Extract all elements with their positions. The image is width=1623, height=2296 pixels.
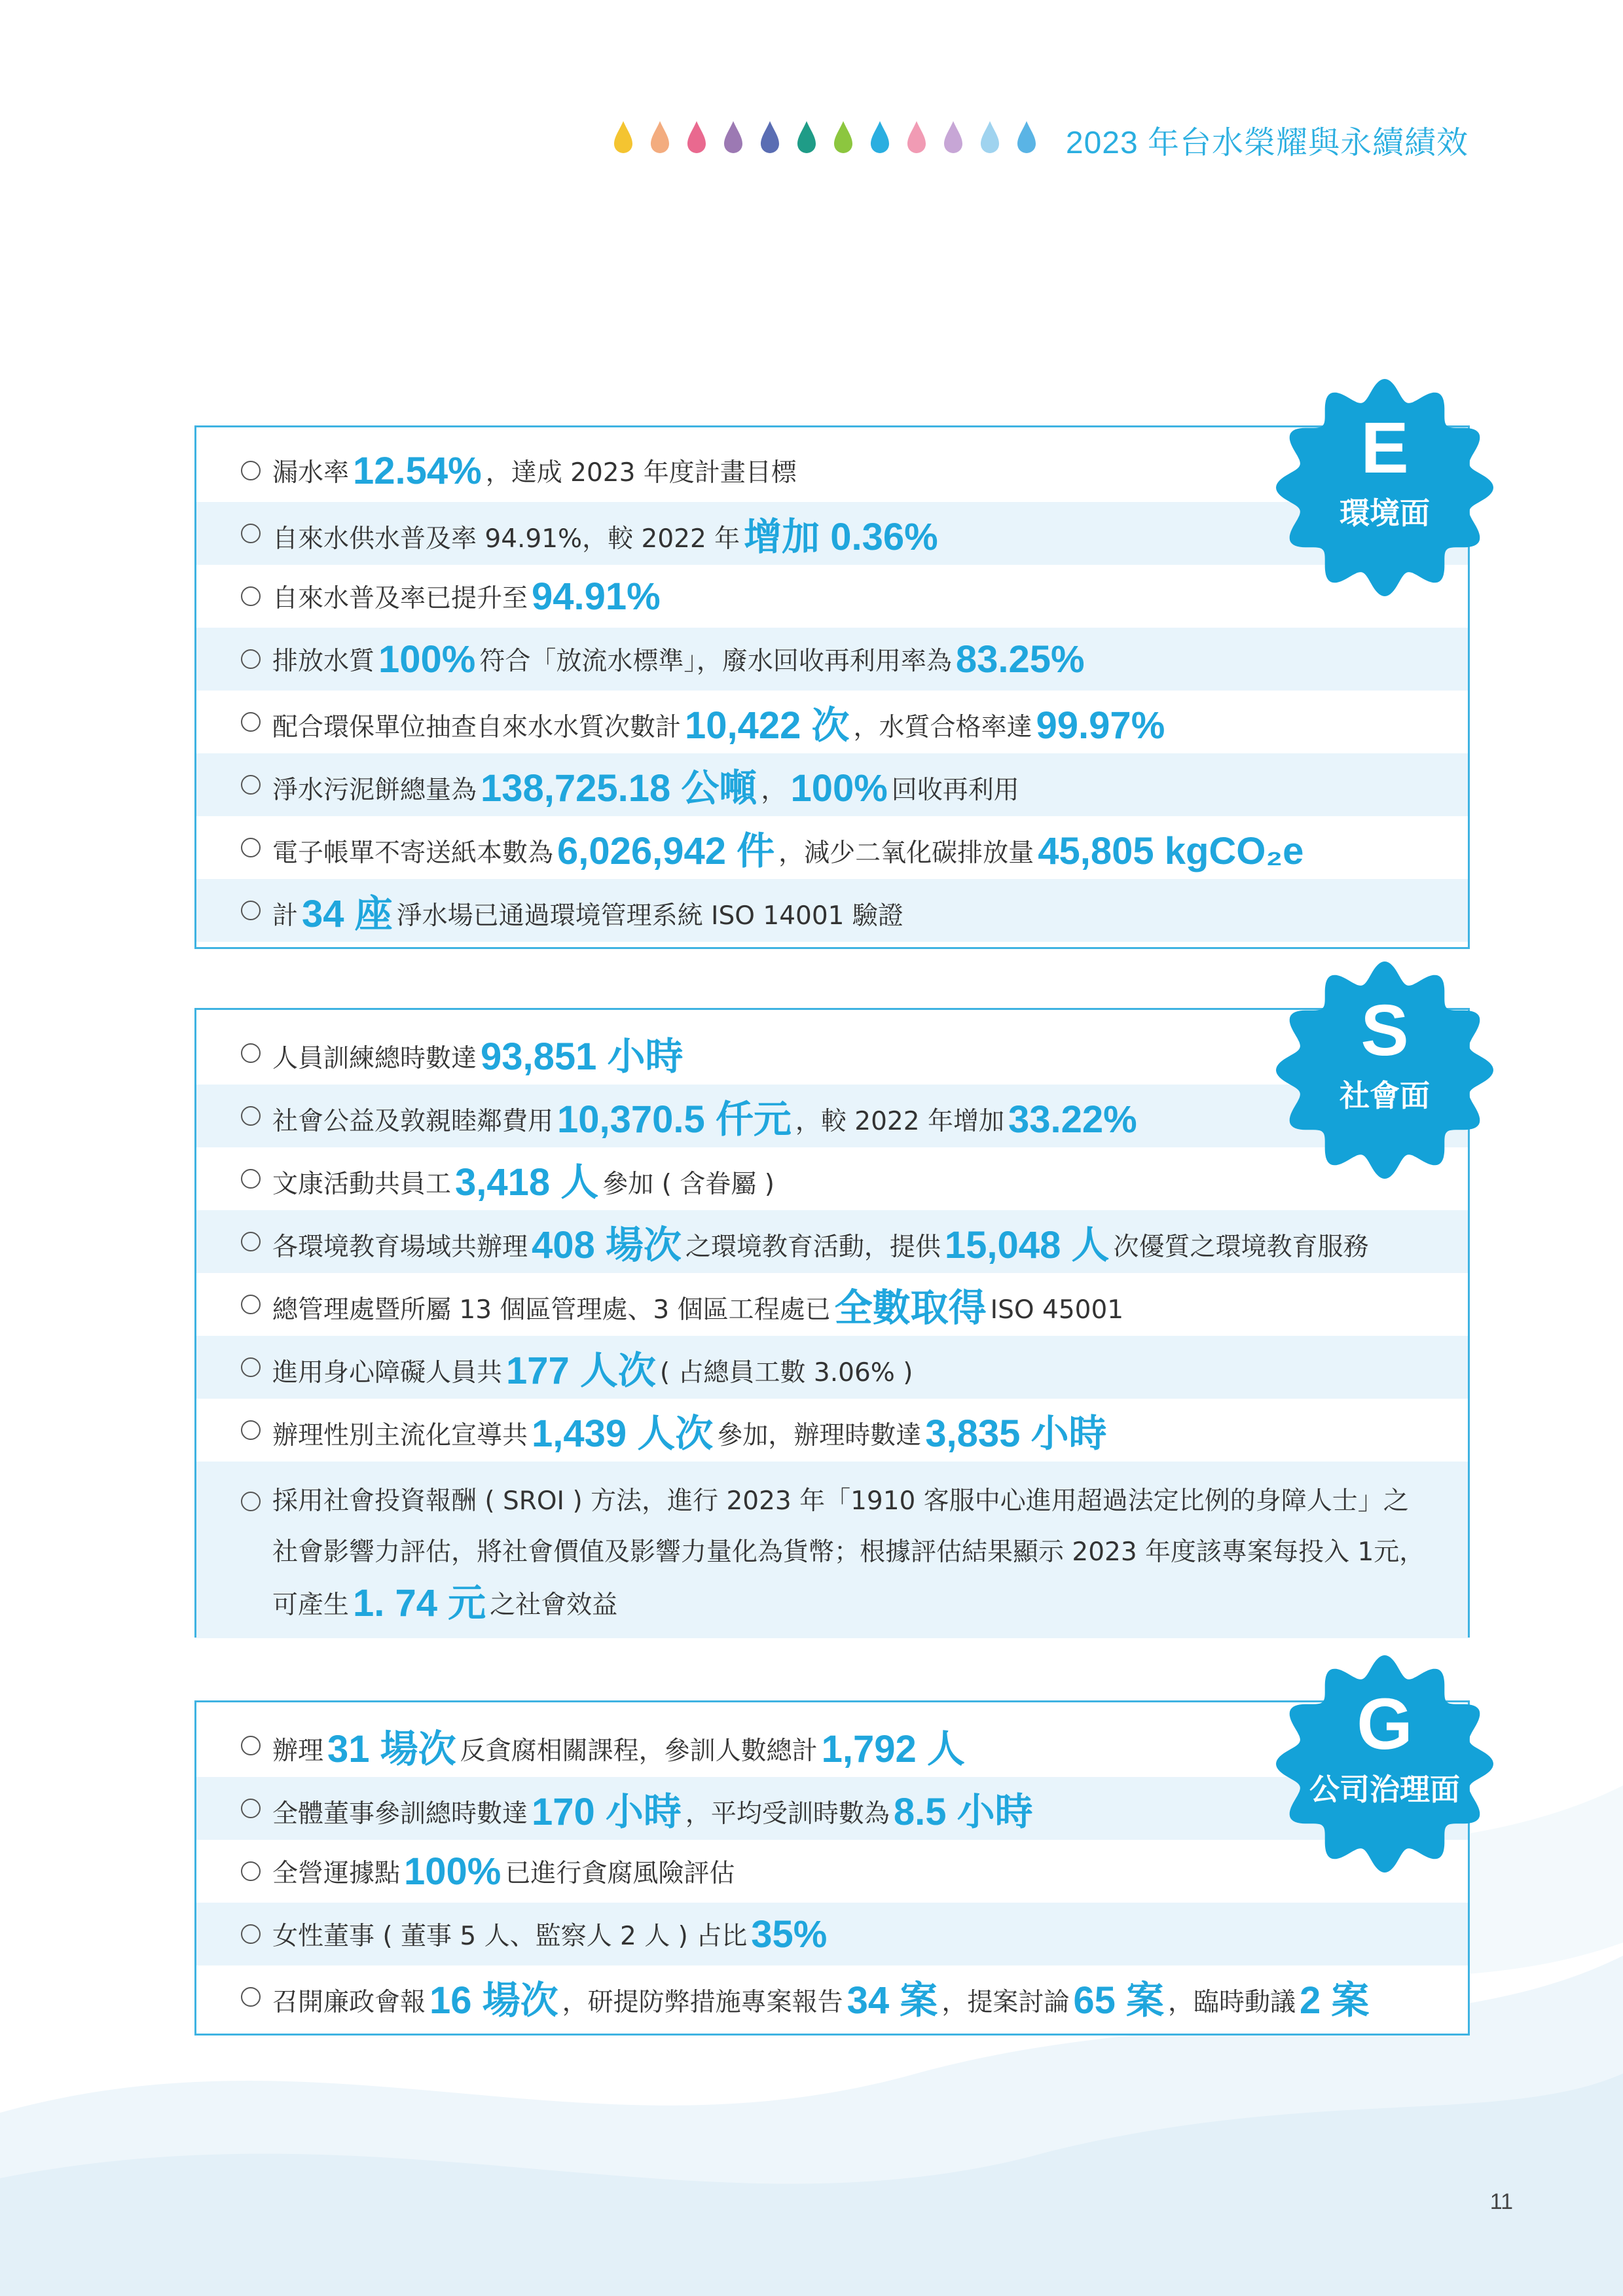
item-text-segment: 參加 ( 含眷屬 ): [602, 1170, 775, 1199]
item-text: [272, 1969, 1373, 2024]
circle-bullet-icon: [241, 1357, 261, 1377]
item-text: [272, 1088, 1141, 1143]
item-text-segment: 漏水率: [272, 457, 350, 488]
item-text-segment: ( 占總員工數 3.06% ): [659, 1358, 913, 1388]
item-text: [272, 1476, 1429, 1631]
list-item: [196, 691, 1468, 753]
circle-bullet-icon: [241, 775, 261, 795]
badge-label: 環境面: [1340, 495, 1430, 531]
item-text-segment: 人員訓練總時數達: [272, 1044, 477, 1073]
item-text: [272, 1277, 1123, 1332]
highlight-value: 35%: [751, 1912, 828, 1956]
badge-letter: G: [1357, 1684, 1413, 1765]
item-text-segment: ，: [761, 776, 787, 805]
drop-icon: [685, 120, 708, 155]
color-drops-decoration: [612, 120, 1052, 159]
item-text-segment: 回收再利用: [891, 776, 1019, 805]
item-text-segment: 自來水普及率已提升至: [272, 583, 528, 613]
highlight-value: 65 案: [1073, 1979, 1164, 2022]
item-text: [272, 1912, 831, 1956]
page-header: [0, 115, 1623, 167]
item-text-segment: ，臨時動議: [1167, 1988, 1296, 2017]
item-text-segment: 反貪腐相關課程，參訓人數總計: [460, 1736, 818, 1766]
circle-bullet-icon: [241, 461, 261, 480]
page-number: 11: [1489, 2189, 1513, 2214]
item-text: [272, 694, 1169, 749]
item-text-segment: 自來水供水普及率 94.91%，較 2022 年: [272, 524, 740, 554]
item-text-segment: 總管理處暨所屬 13 個區管理處、3 個區工程處已: [272, 1295, 831, 1325]
badge-governance: [1270, 1649, 1499, 1878]
item-text: [272, 1214, 1368, 1269]
list-item: [196, 879, 1468, 942]
drop-icon: [905, 120, 928, 155]
item-text-segment: 排放水質: [272, 646, 375, 676]
header-title: 2023 年台水榮耀與永續績效: [1065, 126, 1468, 160]
list-item: [196, 1336, 1468, 1399]
item-text-segment: 淨水場已通過環境管理系統 ISO 14001 驗證: [396, 901, 903, 931]
item-text: [272, 575, 665, 619]
circle-bullet-icon: [241, 1043, 261, 1063]
list-item: [196, 816, 1468, 879]
badge-letter: E: [1360, 408, 1409, 488]
item-text-segment: 全體董事參訓總時數達: [272, 1799, 528, 1829]
highlight-value: 10,422 次: [685, 704, 850, 747]
highlight-value: 1,439 人次: [532, 1412, 714, 1455]
highlight-value: 138,725.18 公噸: [481, 767, 757, 810]
item-text: [272, 1026, 687, 1081]
highlight-value: 93,851 小時: [481, 1035, 684, 1078]
highlight-value: 45,805 kgCO₂e: [1038, 830, 1304, 872]
highlight-value: 31 場次: [327, 1728, 456, 1770]
circle-bullet-icon: [241, 1987, 261, 2007]
item-text-segment: 文康活動共員工: [272, 1170, 452, 1199]
item-text: [272, 883, 903, 938]
circle-bullet-icon: [241, 1861, 261, 1881]
item-text-segment: 女性董事 ( 董事 5 人、監察人 2 人 ) 占比: [272, 1921, 748, 1951]
item-text: [272, 506, 942, 561]
list-item: [196, 1462, 1468, 1638]
item-text-segment: 採用社會投資報酬 ( SROI ) 方法，進行 2023 年「1910 客服中心進用超過法定比例的身障人士」之社會影響力評估，將社會價值及影響力量化為貨幣；根據評估結果顯示 2023 年度該專案每投入 1元，可產生: [272, 1486, 1425, 1620]
highlight-value: 3,835 小時: [925, 1412, 1107, 1455]
item-text: [272, 637, 1089, 681]
circle-bullet-icon: [241, 1106, 261, 1126]
item-text: [272, 449, 797, 493]
item-text-segment: ，水質合格率達: [853, 713, 1032, 742]
circle-bullet-icon: [241, 712, 261, 732]
highlight-value: 34 案: [847, 1979, 938, 2022]
item-text-segment: 參加，辦理時數達: [717, 1421, 922, 1450]
item-text-segment: 次優質之環境教育服務: [1113, 1232, 1369, 1262]
item-text-segment: ，減少二氧化碳排放量: [778, 838, 1034, 868]
circle-bullet-icon: [241, 1799, 261, 1818]
item-text-segment: 辦理: [272, 1736, 324, 1766]
highlight-value: 2 案: [1299, 1979, 1370, 2022]
highlight-value: 3,418 人: [455, 1161, 599, 1204]
item-text-segment: ISO 45001: [990, 1295, 1124, 1325]
highlight-value: 33.22%: [1008, 1098, 1137, 1141]
highlight-value: 83.25%: [955, 637, 1085, 681]
highlight-value: 100%: [404, 1850, 501, 1893]
list-item: [196, 1903, 1468, 1965]
drop-icon: [1015, 120, 1038, 155]
highlight-value: 8.5 小時: [893, 1791, 1033, 1833]
circle-bullet-icon: [241, 1420, 261, 1440]
item-text-segment: 配合環保單位抽查自來水水質次數計: [272, 713, 682, 742]
highlight-value: 1. 74 元: [353, 1582, 486, 1624]
circle-bullet-icon: [241, 1295, 261, 1314]
item-text-segment: ，平均受訓時數為: [685, 1799, 890, 1829]
circle-bullet-icon: [241, 1492, 261, 1511]
list-item: [196, 1399, 1468, 1462]
drop-icon: [942, 120, 964, 155]
highlight-value: 全數取得: [834, 1287, 987, 1329]
circle-bullet-icon: [241, 1736, 261, 1755]
item-text: [272, 820, 1307, 875]
item-text-segment: 召開廉政會報: [272, 1988, 426, 2017]
item-text: [272, 757, 1019, 812]
item-text: [272, 1403, 1111, 1458]
item-text-segment: 淨水污泥餅總量為: [272, 776, 477, 805]
item-text-segment: 符合「放流水標準」，廢水回收再利用率為: [479, 646, 952, 676]
item-text-segment: 已進行貪腐風險評估: [505, 1858, 735, 1888]
highlight-value: 408 場次: [532, 1224, 682, 1266]
badge-social: [1270, 956, 1499, 1185]
item-text-segment: 之社會效益: [490, 1590, 618, 1620]
circle-bullet-icon: [241, 649, 261, 669]
circle-bullet-icon: [241, 838, 261, 857]
highlight-value: 100%: [790, 767, 888, 810]
drop-icon: [612, 120, 634, 155]
circle-bullet-icon: [241, 1924, 261, 1944]
item-text-segment: 進用身心障礙人員共: [272, 1358, 503, 1388]
badge-label: 公司治理面: [1309, 1772, 1460, 1807]
circle-bullet-icon: [241, 1232, 261, 1251]
drop-icon: [869, 120, 891, 155]
highlight-value: 增加 0.36%: [744, 516, 938, 558]
item-text-segment: 之環境教育活動，提供: [685, 1232, 941, 1262]
highlight-value: 1,792 人: [821, 1728, 965, 1770]
item-text-segment: 計: [272, 901, 299, 931]
item-text: [272, 1340, 913, 1395]
badge-environment: [1270, 373, 1499, 602]
highlight-value: 10,370.5 仟元: [557, 1098, 792, 1141]
highlight-value: 177 人次: [506, 1350, 656, 1392]
circle-bullet-icon: [241, 586, 261, 606]
drop-icon: [832, 120, 854, 155]
drop-icon: [979, 120, 1001, 155]
item-text: [272, 1781, 1037, 1836]
item-text-segment: ，研提防弊措施專案報告: [562, 1988, 843, 2017]
list-item: [196, 753, 1468, 816]
highlight-value: 94.91%: [532, 575, 661, 618]
item-text: [272, 1718, 969, 1773]
circle-bullet-icon: [241, 524, 261, 543]
badge-letter: S: [1360, 990, 1409, 1071]
item-text-segment: ，達成 2023 年度計畫目標: [485, 457, 797, 488]
item-text-segment: 辦理性別主流化宣導共: [272, 1421, 528, 1450]
item-text-segment: 全營運據點: [272, 1858, 401, 1888]
highlight-value: 34 座: [302, 893, 393, 935]
item-text-segment: 社會公益及敦親睦鄰費用: [272, 1107, 554, 1136]
list-item: [196, 628, 1468, 691]
highlight-value: 6,026,942 件: [557, 830, 775, 872]
drop-icon: [759, 120, 781, 155]
highlight-value: 15,048 人: [944, 1224, 1110, 1266]
item-text-segment: ，提案討論: [941, 1988, 1070, 2017]
item-text-segment: ，較 2022 年增加: [795, 1107, 1004, 1136]
highlight-value: 100%: [378, 637, 476, 681]
circle-bullet-icon: [241, 1169, 261, 1189]
badge-label: 社會面: [1340, 1078, 1430, 1113]
list-item: [196, 1273, 1468, 1336]
highlight-value: 16 場次: [429, 1979, 558, 2022]
highlight-value: 170 小時: [532, 1791, 682, 1833]
highlight-value: 99.97%: [1036, 704, 1165, 747]
item-text: [272, 1850, 735, 1893]
circle-bullet-icon: [241, 901, 261, 920]
list-item: [196, 1965, 1468, 2028]
item-text: [272, 1151, 775, 1206]
drop-icon: [795, 120, 818, 155]
highlight-value: 12.54%: [353, 449, 482, 492]
drop-icon: [649, 120, 671, 155]
drop-icon: [722, 120, 744, 155]
list-item: [196, 1210, 1468, 1273]
item-text-segment: 各環境教育場域共辦理: [272, 1232, 528, 1262]
item-text-segment: 電子帳單不寄送紙本數為: [272, 838, 554, 868]
